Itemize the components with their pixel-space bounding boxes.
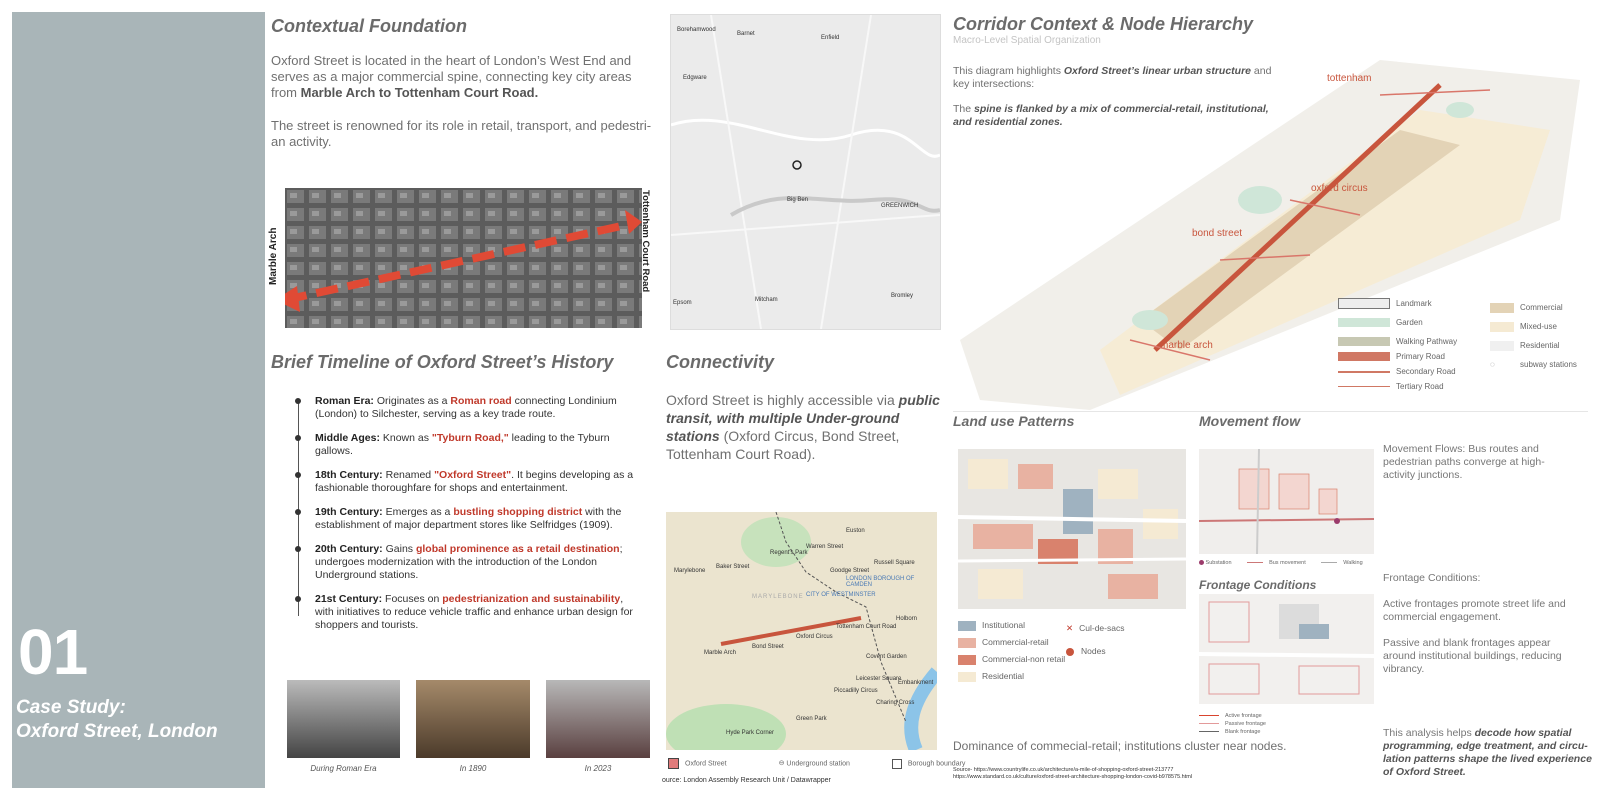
node-label: tottenham [1327, 73, 1372, 84]
movement-map [1199, 449, 1374, 554]
photo-roman-era [287, 680, 400, 758]
context-heading: Contextual Foundation [271, 16, 467, 36]
cul-de-sac-icon: ✕ [1066, 623, 1074, 633]
divider [953, 411, 1588, 412]
timeline-item: 20th Century: Gains global prominence as a retail destination; undergoes modernization with the introduction of the London Underground stations. [295, 543, 640, 582]
london-map-graphic [671, 15, 940, 329]
photo-2023 [546, 680, 650, 758]
frontage-map [1199, 594, 1374, 704]
frontage-map-graphic [1199, 594, 1374, 704]
timeline-list [295, 395, 640, 643]
underground-icon: ⊖ [778, 760, 785, 768]
context-para-1: Oxford Street is located in the heart of London’s West End and serves as a major commercial spine, connecting key city areas from Marble Arch to Tottenham Court Road. [271, 53, 632, 100]
connectivity-map: Euston Warren Street Goodge Street Russell Square Marylebone Baker Street Regent's Park Marble Arch Bond Street Oxford Circus Tottenham Court Road Holborn Covent Garden Leicester Square Piccadilly Circus Charing Cross Green Park Hyde Park Corner MARYLEBONE CITY OF WESTMINSTER LONDON BOROUGH OF CAMDEN Embankment [666, 512, 937, 750]
analysis-conclusion: This analysis helps decode how spatial programming, edge treatment, and circu-lation patterns shape the lived experience of Oxford Street. [1383, 727, 1592, 778]
timeline-item: Roman Era: Originates as a Roman road connecting Londinium (London) to Silchester, serving as a key trade route. [295, 395, 640, 421]
movement-heading: Movement flow [1199, 413, 1301, 429]
frontage-legend: Active frontage Passive frontage Blank frontage [1199, 712, 1266, 736]
landuse-heading: Land use Patterns [953, 413, 1075, 429]
landuse-legend-2: ✕ Cul-de-sacs Nodes [1066, 623, 1125, 656]
aerial-label-left: Marble Arch [268, 227, 279, 285]
node-label: marble arch [1160, 340, 1213, 351]
photo-caption: During Roman Era [310, 764, 377, 773]
substation-icon [1199, 560, 1204, 565]
photo-1890 [416, 680, 530, 758]
node-label: oxford circus [1311, 183, 1368, 194]
corridor-para-1: This diagram highlights Oxford Street’s linear urban structure and key intersections: [953, 65, 1272, 90]
aerial-graphic [285, 188, 642, 328]
london-map: Borehamwood Barnet Enfield Edgware Big Ben GREENWICH Mitcham Bromley Epsom [670, 14, 941, 330]
movement-legend: Substation Bus movement Walking [1199, 560, 1363, 566]
connectivity-source: ource: London Assembly Research Unit / Datawrapper [662, 777, 831, 784]
connectivity-text: Oxford Street is highly accessible via public transit, with multiple Under-ground stations (Oxford Circus, Bond Street, Tottenham Court Road). [666, 392, 940, 462]
node-icon [1066, 648, 1074, 656]
connectivity-heading: Connectivity [666, 352, 775, 372]
sources: Source- https://www.countrylife.co.uk/architecture/a-mile-of-shopping-oxford-street-213777 https://www.standard.co.uk/culture/oxford-street-architecture-shopping-london-covid-b978575.html [953, 767, 1193, 780]
landuse-caption: Dominance of commecial-retail; institutions cluster near nodes. [953, 739, 1287, 753]
landuse-map-graphic [958, 449, 1186, 609]
case-title: Case Study: Oxford Street, London [16, 697, 218, 742]
photo-caption: In 1890 [459, 764, 487, 773]
frontage-heading: Frontage Conditions [1199, 578, 1317, 592]
connectivity-map-graphic [666, 512, 937, 750]
corridor-para-2: The spine is flanked by a mix of commercial-retail, institutional, and residential zones. [953, 103, 1269, 128]
photo-caption: In 2023 [584, 764, 612, 773]
landuse-legend: Institutional Commercial-retail Commercial-non retail Residential [958, 617, 1065, 685]
aerial-label-right: Tottenham Court Road [640, 190, 651, 293]
timeline-item: Middle Ages: Known as "Tyburn Road," leading to the Tyburn gallows. [295, 432, 640, 458]
corridor-legend-left: Landmark Garden Walking Pathway Primary Road Secondary Road Tertiary Road [1338, 296, 1457, 394]
timeline-item: 18th Century: Renamed "Oxford Street". It begins developing as a fashionable thoroughfare for shops and entertainment. [295, 469, 640, 495]
movement-text: Movement Flows: Bus routes and pedestrian paths converge at high-activity junctions. [1383, 443, 1545, 481]
timeline-item: 21st Century: Focuses on pedestrianization and sustainability, with initiatives to reduce vehicle traffic and enhance urban design for shoppers and tourists. [295, 593, 640, 632]
aerial-photo [285, 188, 642, 328]
movement-map-graphic [1199, 449, 1374, 554]
corridor-heading: Corridor Context & Node Hierarchy [953, 14, 1254, 34]
subway-station-icon: ◌ [1490, 360, 1495, 369]
landuse-map [958, 449, 1186, 609]
node-label: bond street [1192, 228, 1243, 239]
timeline-heading: Brief Timeline of Oxford Street’s History [271, 352, 614, 372]
context-para-2: The street is renowned for its role in retail, transport, and pedestri-an activity. [271, 118, 652, 149]
timeline-item: 19th Century: Emerges as a bustling shopping district with the establishment of major department stores like Selfridges (1909). [295, 506, 640, 532]
corridor-subheading: Macro-Level Spatial Organization [953, 35, 1101, 46]
connectivity-legend: Oxford Street ⊖ Underground station Borough boundary [668, 758, 965, 769]
case-number: 01 [18, 616, 88, 688]
corridor-legend-right: Commercial Mixed-use Residential ◌ subway stations [1490, 298, 1577, 374]
frontage-text: Frontage Conditions: Active frontages promote street life and commercial engagement. Passive and blank frontages appear around institutional buildings, reducing vibrancy. [1383, 572, 1566, 675]
